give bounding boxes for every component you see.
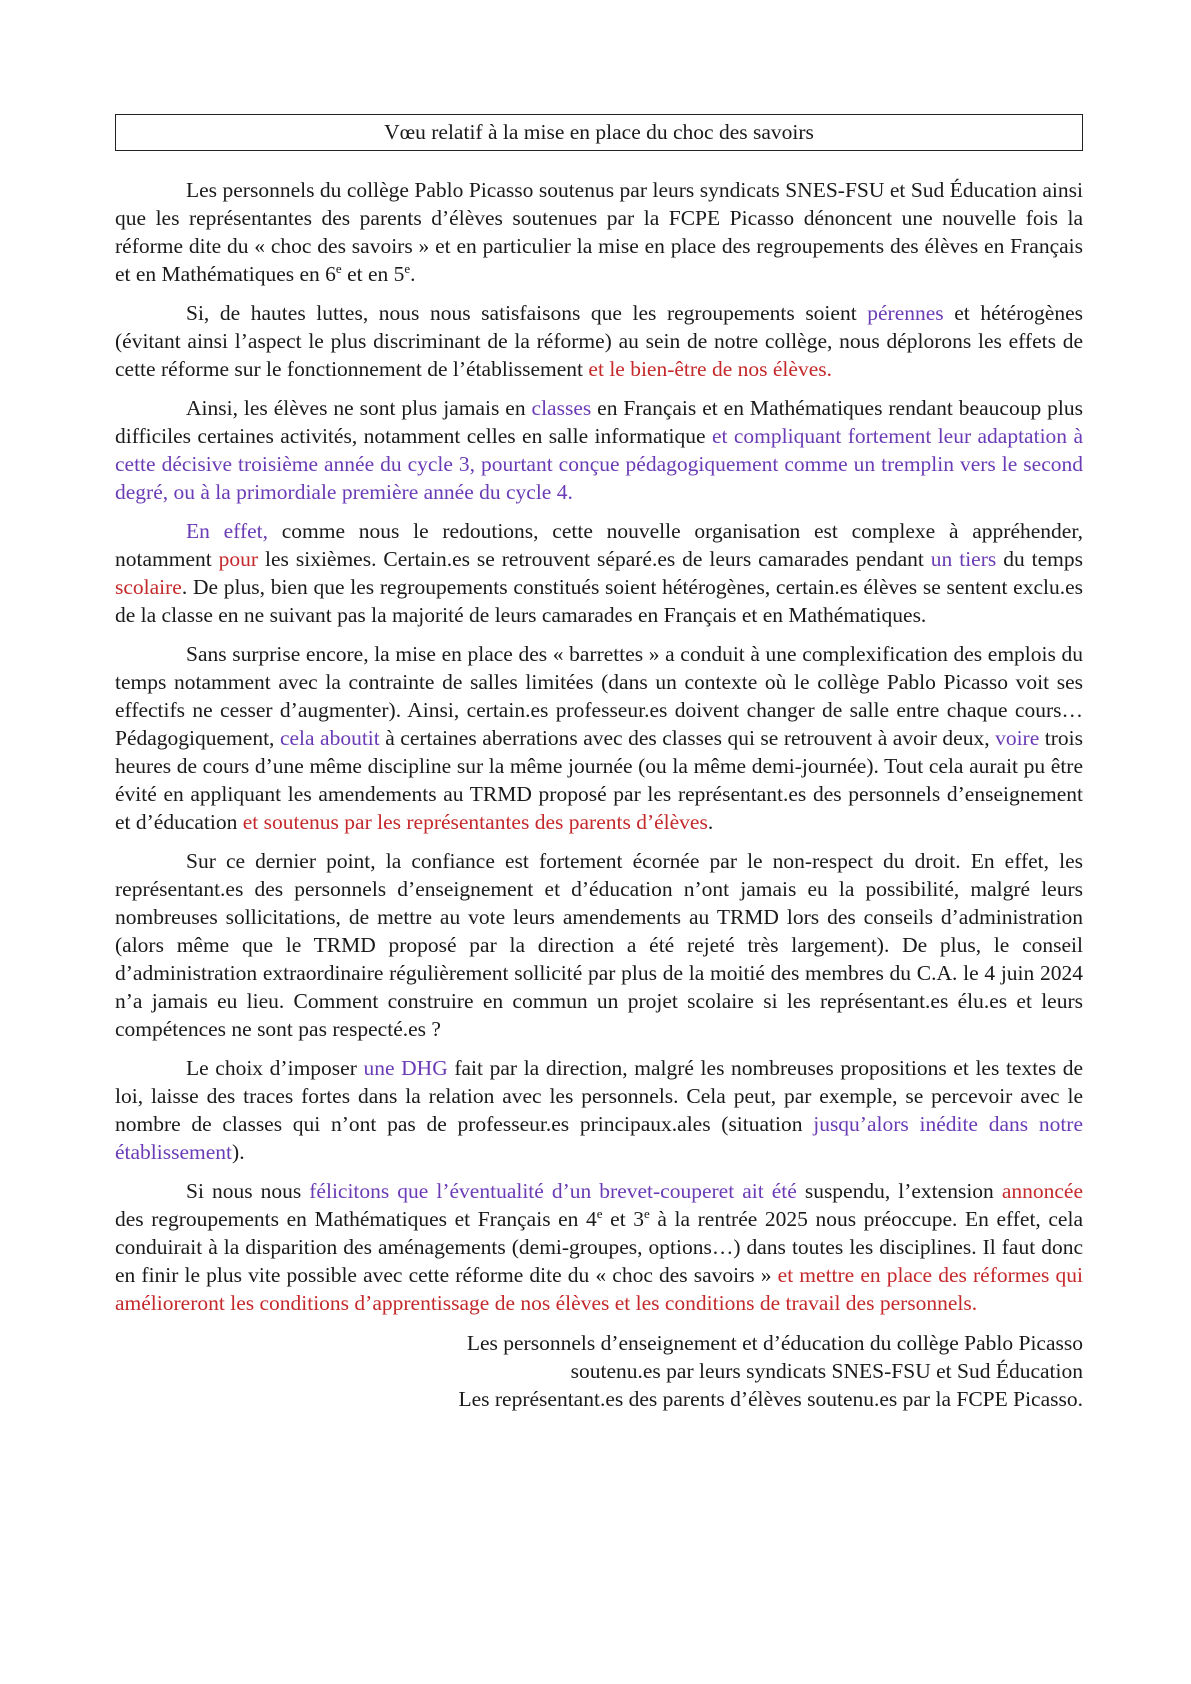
- highlighted-text: En effet,: [186, 519, 268, 543]
- signature-line-1: Les personnels d’enseignement et d’éducation du collège Pablo Picasso: [466, 1331, 1083, 1355]
- text-run: à la rentrée 2025 nous préoccupe. En effet, cela conduirait à la disparition des aménagements (demi-groupes, options…) dans toutes les disciplines. Il faut donc en finir le plus vite possible avec cette réforme dite du « choc des savoirs »: [115, 1207, 1083, 1287]
- highlighted-text: et compliquant fortement leur adaptation à cette décisive troisième année du cycle 3, pourtant conçue pédagogiquement comme un tremplin vers le second degré, ou à la primordiale première année du cycle 4.: [115, 424, 1083, 504]
- text-run: .: [707, 810, 714, 834]
- highlighted-text: voire: [995, 726, 1040, 750]
- paragraph-8: [115, 1177, 1083, 1317]
- text-run: suspendu, l’extension: [796, 1179, 1002, 1203]
- document-title: [115, 114, 1083, 151]
- signature-block: [115, 1329, 1083, 1413]
- text-run: ).: [232, 1140, 245, 1164]
- text-run: et 3: [602, 1207, 645, 1231]
- highlighted-text: une DHG: [363, 1056, 448, 1080]
- text-run: et hétérogènes (évitant ainsi l’aspect le plus discriminant de la réforme) au sein de notre collège, nous déplorons les effets de cette réforme sur le fonctionnement de l’établissement: [115, 301, 1083, 381]
- highlighted-text: annoncée: [1001, 1179, 1083, 1203]
- text-run: Ainsi, les élèves ne sont plus jamais en: [186, 396, 532, 420]
- paragraph-6: [115, 847, 1083, 1043]
- highlighted-text: pérennes: [867, 301, 944, 325]
- signature-line-2: soutenu.es par leurs syndicats SNES-FSU et Sud Éducation: [570, 1359, 1083, 1383]
- highlighted-text: un tiers: [930, 547, 997, 571]
- highlighted-text: classes: [531, 396, 592, 420]
- paragraph-1: [115, 176, 1083, 288]
- text-run: comme nous le redoutions, cette nouvelle organisation est complexe à appréhender, notamment: [115, 519, 1084, 571]
- text-run: les sixièmes. Certain.es se retrouvent séparé.es de leurs camarades pendant: [258, 547, 931, 571]
- highlighted-text: pour: [218, 547, 259, 571]
- superscript: e: [644, 1205, 650, 1221]
- paragraph-2: [115, 299, 1083, 383]
- highlighted-text: scolaire: [115, 575, 182, 599]
- text-run: Si, de hautes luttes, nous nous satisfaisons que les regroupements soient: [186, 301, 868, 325]
- superscript: e: [404, 260, 411, 276]
- highlighted-text: et soutenus par les représentantes des parents d’élèves: [242, 810, 708, 834]
- highlighted-text: félicitons que l’éventualité d’un brevet-couperet ait été: [309, 1179, 797, 1203]
- document-body: [115, 176, 1083, 1317]
- paragraph-3: [115, 394, 1083, 506]
- text-run: des regroupements en Mathématiques et Français en 4: [115, 1207, 597, 1231]
- text-run: trois heures de cours d’une même discipline sur la même journée (ou la même demi-journée). Tout cela aurait pu être évité en appliquant les amendements au TRMD proposé par les représentant.es des personnels d’enseignement et d’éducation: [115, 726, 1083, 834]
- superscript: e: [596, 1205, 603, 1221]
- highlighted-text: cela aboutit: [279, 726, 380, 750]
- text-run: fait par la direction, malgré les nombreuses propositions et les textes de loi, laisse des traces fortes dans la relation avec les personnels. Cela peut, par exemple, se percevoir avec le nombre de classes qui n’ont pas de professeur.es principaux.ales (situation: [115, 1056, 1084, 1136]
- text-run: .: [410, 262, 416, 286]
- text-run: Sur ce dernier point, la confiance est fortement écornée par le non-respect du droit. En effet, les représentant.es des personnels d’enseignement et d’éducation n’ont jamais eu la possibilité, malgré leurs nombreuses sollicitations, de mettre au vote leurs amendements au TRMD lors des conseils d’administration (alors même que le TRMD proposé par la direction a été rejeté très largement). De plus, le conseil d’administration extraordinaire régulièrement sollicité par plus de la moitié des membres du C.A. le 4 juin 2024 n’a jamais eu lieu. Comment construire en commun un projet scolaire si les représentant.es élu.es et leurs compétences ne sont pas respecté.es ?: [115, 849, 1083, 1041]
- superscript: e: [335, 260, 342, 276]
- document-page: [115, 114, 1083, 1413]
- document-title-text: Vœu relatif à la mise en place du choc des savoirs: [384, 120, 814, 144]
- highlighted-text: jusqu’alors inédite dans notre établissement: [115, 1112, 1083, 1164]
- text-run: Les personnels du collège Pablo Picasso soutenus par leurs syndicats SNES-FSU et Sud Éducation ainsi que les représentantes des parents d’élèves soutenues par la FCPE Picasso dénoncent une nouvelle fois la réforme dite du « choc des savoirs » et en particulier la mise en place des regroupements des élèves en Français et en Mathématiques en 6: [115, 178, 1083, 286]
- paragraph-5: [115, 640, 1083, 836]
- highlighted-text: et le bien-être de nos élèves.: [588, 357, 832, 381]
- highlighted-text: et mettre en place des réformes qui amélioreront les conditions d’apprentissage de nos élèves et les conditions de travail des personnels.: [115, 1263, 1083, 1315]
- text-run: Le choix d’imposer: [186, 1056, 364, 1080]
- signature-line-3: Les représentant.es des parents d’élèves soutenu.es par la FCPE Picasso.: [458, 1387, 1083, 1411]
- paragraph-7: [115, 1054, 1083, 1166]
- paragraph-4: [115, 517, 1083, 629]
- text-run: à certaines aberrations avec des classes qui se retrouvent à avoir deux,: [379, 726, 996, 750]
- text-run: du temps: [996, 547, 1083, 571]
- text-run: Sans surprise encore, la mise en place des « barrettes » a conduit à une complexification des emplois du temps notamment avec la contrainte de salles limitées (dans un contexte où le collège Pablo Picasso voit ses effectifs ne cesser d’augmenter). Ainsi, certain.es professeur.es doivent changer de salle entre chaque cours… Pédagogiquement,: [115, 642, 1083, 750]
- text-run: et en 5: [341, 262, 405, 286]
- text-run: . De plus, bien que les regroupements constitués soient hétérogènes, certain.es élèves se sentent exclu.es de la classe en ne suivant pas la majorité de leurs camarades en Français et en Mathématiques.: [115, 575, 1083, 627]
- text-run: Si nous nous: [186, 1179, 310, 1203]
- text-run: en Français et en Mathématiques rendant beaucoup plus difficiles certaines activités, notamment celles en salle informatique: [115, 396, 1083, 448]
